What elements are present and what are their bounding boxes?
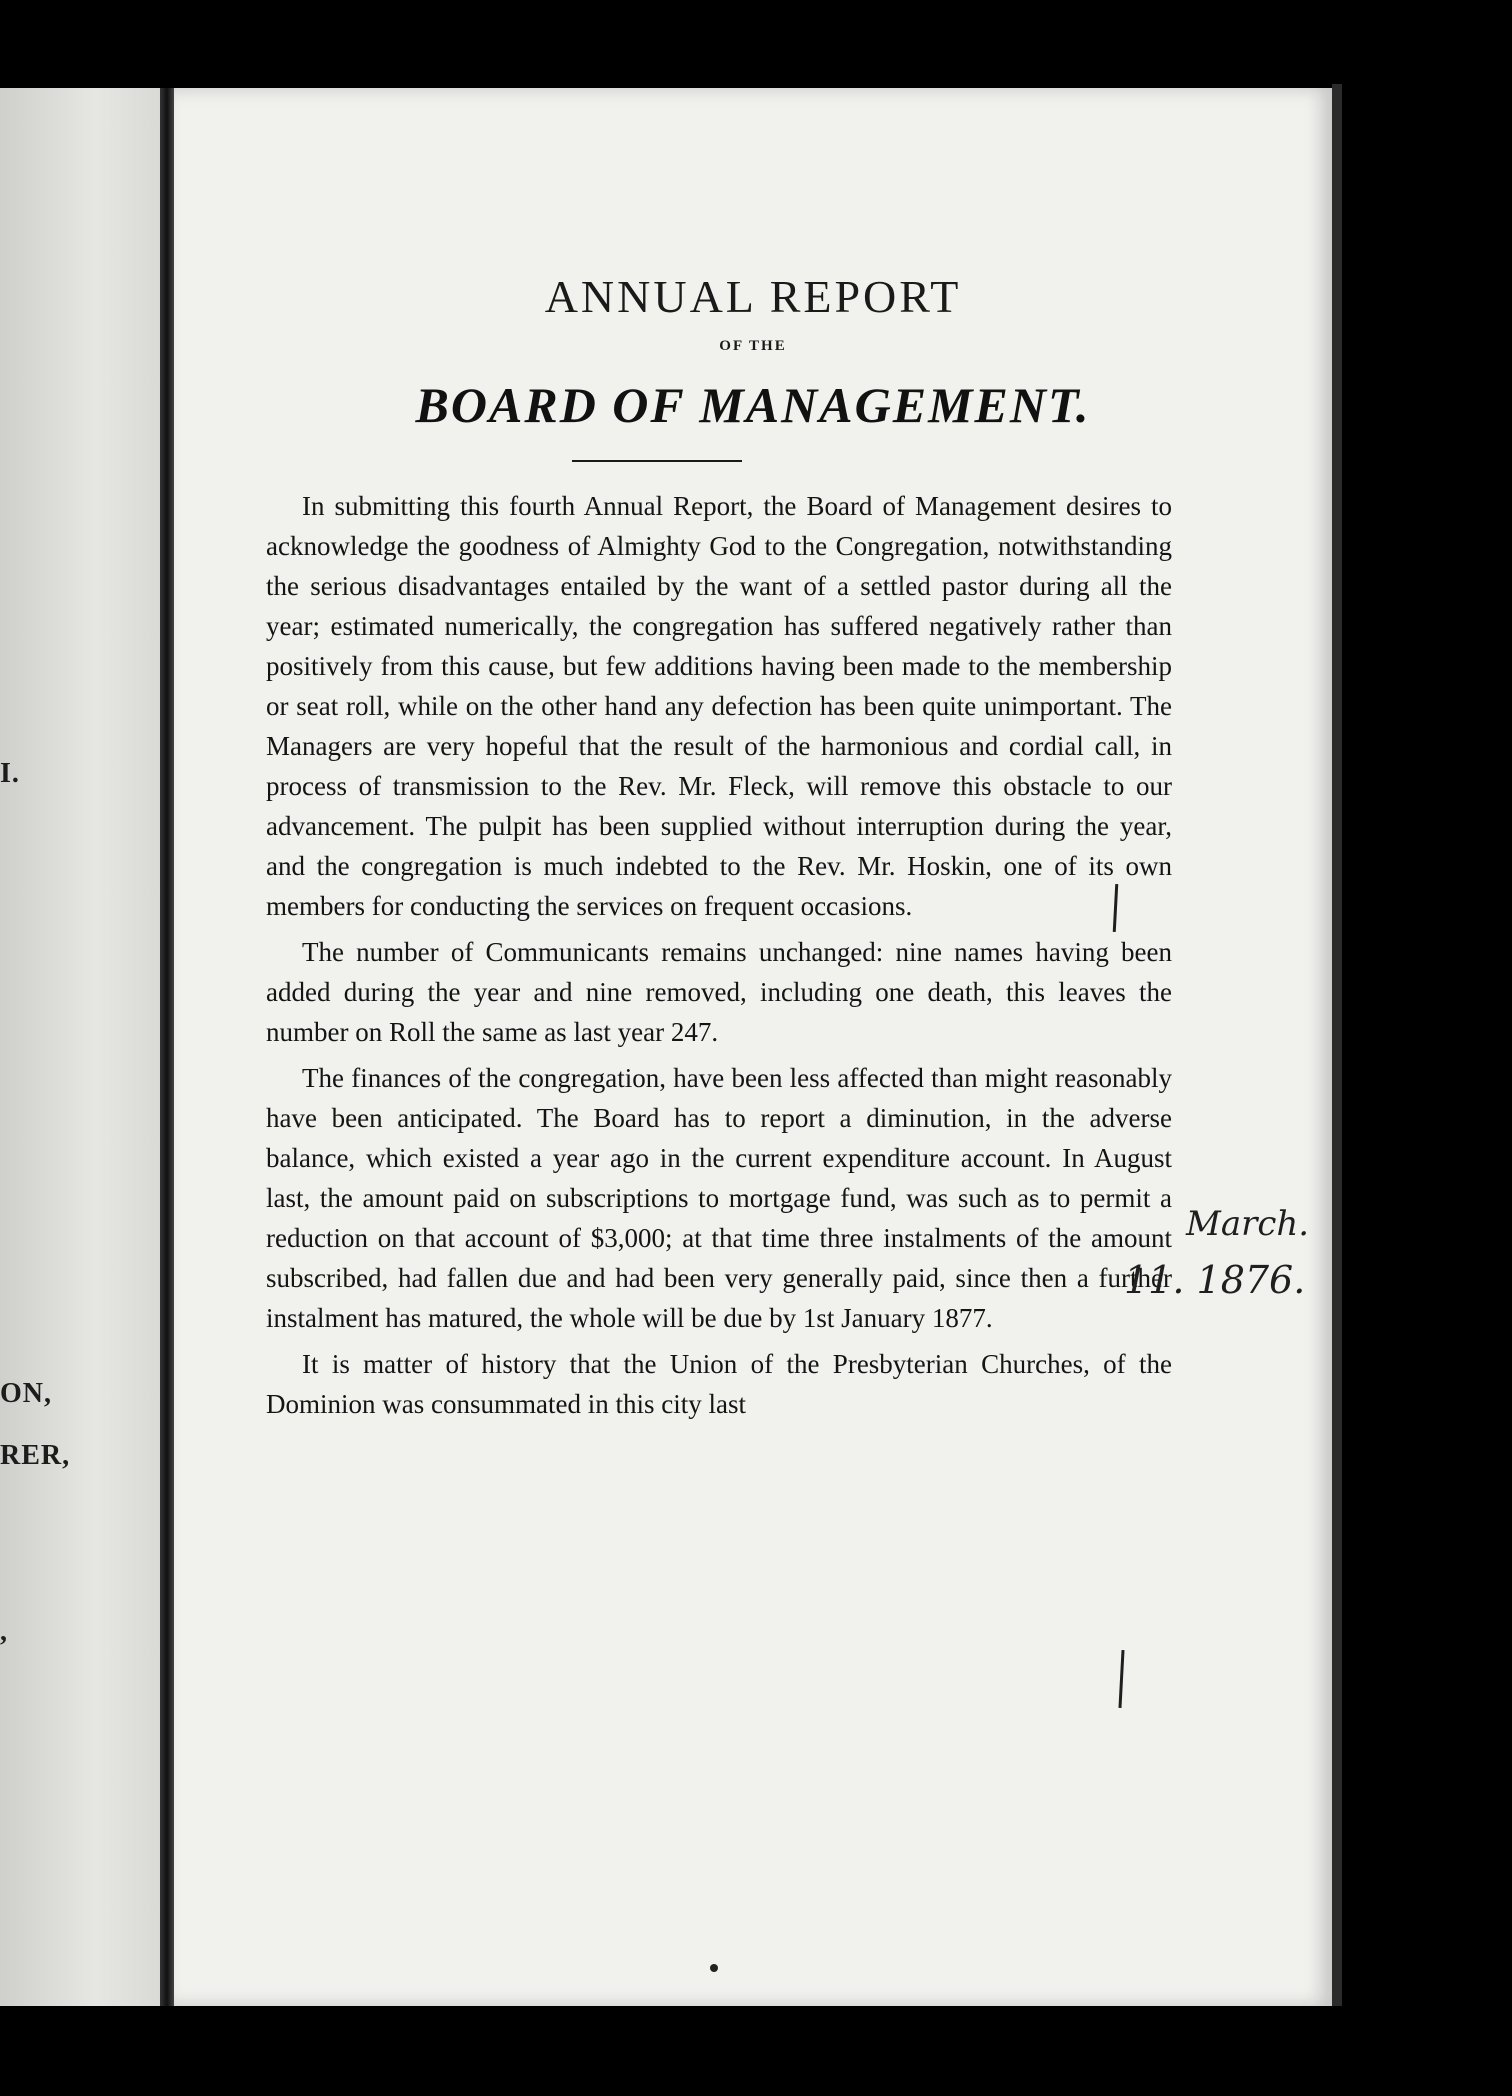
page-edge (1332, 84, 1342, 2010)
page-fold (160, 88, 174, 2006)
handwritten-date-month: March. (1186, 1204, 1310, 1244)
left-page-fragment: I. (0, 758, 20, 789)
paragraph: It is matter of history that the Union of the Presbyterian Churches, of the Dominion was consummated in this city last (266, 1349, 1172, 1419)
paragraph: The finances of the congregation, have been less affected than might reasonably have been anticipated. The Board has to report a diminution, in the adverse balance, which existed a year ago in the current expenditure account. In August last, the amount paid on subscriptions to mortgage fund, was such as to permit a reduction on that account of $3,000; at that time three instalments of the amount subscribed, had fallen due and had been very generally paid, since then a further instalment has matured, the whole will be due by 1st January 1877. (266, 1063, 1172, 1333)
report-title: ANNUAL REPORT (544, 271, 962, 322)
board-title: BOARD OF MANAGEMENT. (415, 377, 1091, 433)
report-body (266, 486, 1172, 1430)
paragraph: In submitting this fourth Annual Report, the Board of Management desires to acknowledge the goodness of Almighty God to the Congregation, notwithstanding the serious disadvantages entailed by the want of a settled pastor during all the year; estimated numerically, the congregation has suffered negatively rather than positively from this cause, but few additions having been made to the membership or seat roll, while on the other hand any defection has been quite unimportant. The Managers are very hopeful that the result of the harmonious and cordial call, in process of transmission to the Rev. Mr. Fleck, will remove this obstacle to our advancement. The pulpit has been supplied without interruption during the year, and the congregation is much indebted to the Rev. Mr. Hoskin, one of its own members for conducting the services on frequent occasions. (266, 491, 1172, 921)
left-page-fragment: , (0, 1616, 8, 1647)
handwritten-date-year: 11. 1876. (1124, 1258, 1306, 1302)
margin-mark (1118, 1650, 1124, 1708)
left-page-fragment: RER, (0, 1440, 71, 1471)
title-rule (572, 460, 742, 462)
left-page-fragment: ON, (0, 1378, 52, 1409)
adjacent-page-strip (0, 88, 160, 2006)
report-subtitle: OF THE (719, 338, 787, 354)
paragraph: The number of Communicants remains unchanged: nine names having been added during the year and nine removed, including one death, this leaves the number on Roll the same as last year 247. (266, 937, 1172, 1047)
page-mark (710, 1964, 718, 1972)
document-page (174, 88, 1332, 2006)
scan-border (0, 2006, 1512, 2096)
